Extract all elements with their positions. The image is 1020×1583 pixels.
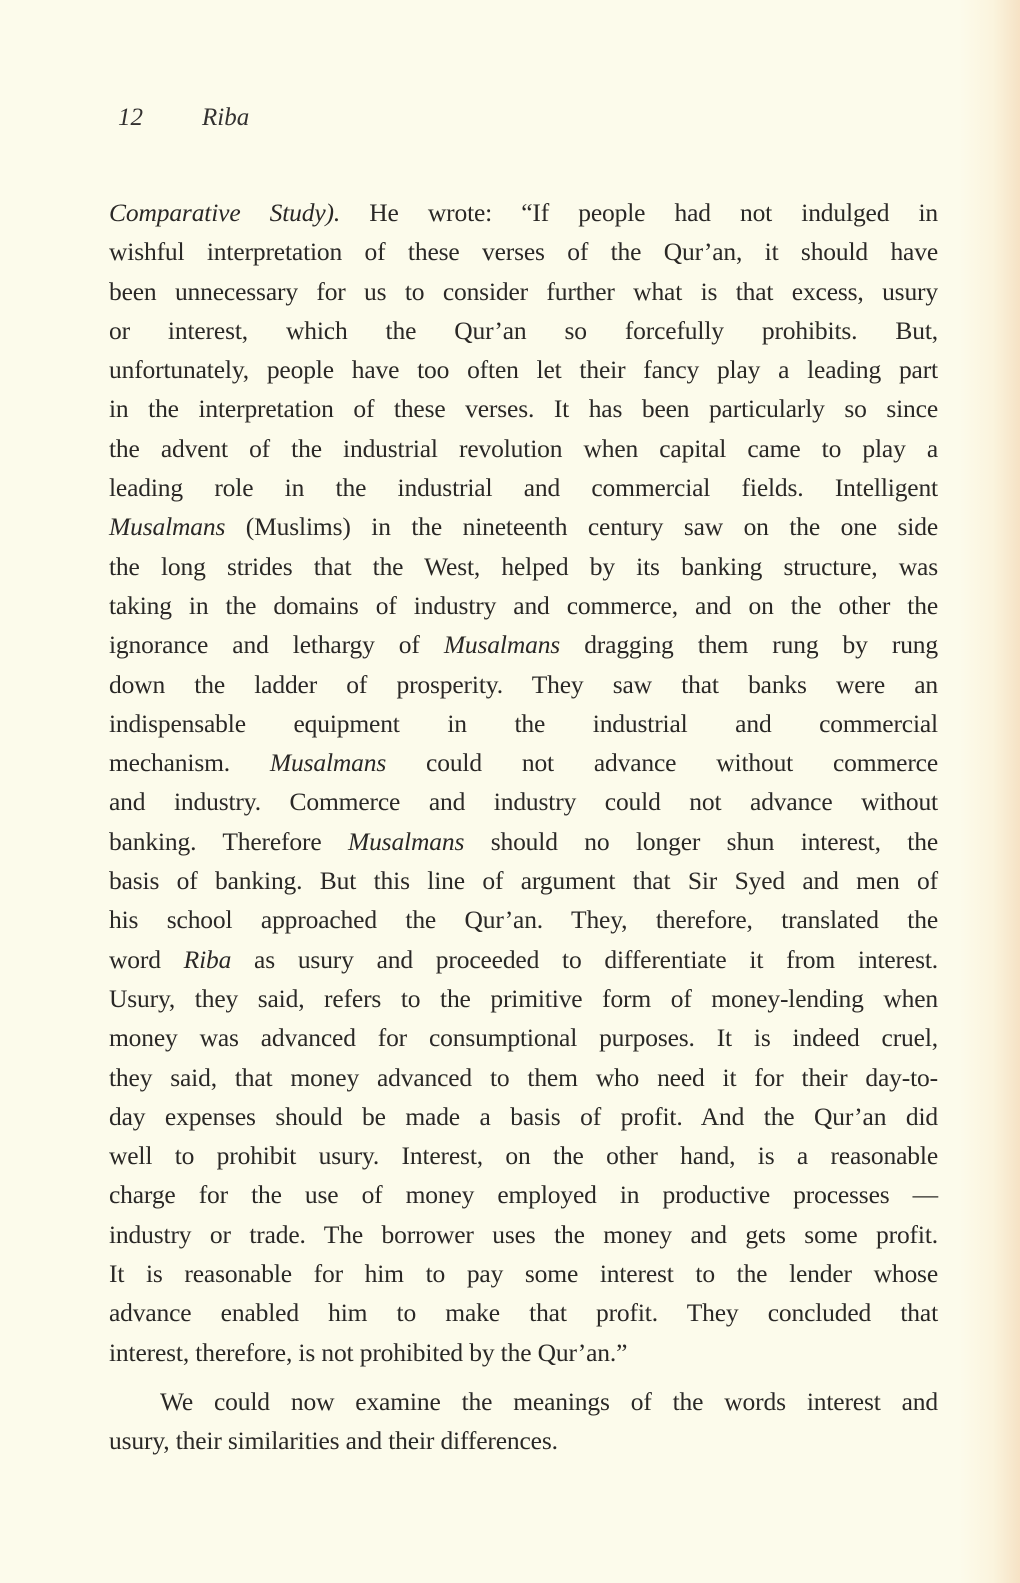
text-run: industry or trade. The borrower uses the money and gets some profit. [109,1219,938,1249]
text-run: unfortunately, people have too often let their fancy play a leading part [109,355,938,385]
text-run: taking in the domains of industry and commerce, and on the other the [109,590,938,620]
paragraph-gap [109,1372,938,1382]
italic-text: Riba [183,944,232,974]
text-line [109,900,938,939]
text-line [109,193,938,232]
text-run: He wrote: “If people had not indulged in [340,198,938,227]
text-line [109,1136,938,1175]
text-run: or interest, which the Qur’an so forcefully prohibits. But, [109,315,938,345]
text-run: and industry. Commerce and industry could not advance without [109,787,938,817]
text-line [109,350,938,389]
text-line [109,507,938,546]
text-line [109,1175,938,1214]
italic-text: Comparative Study). [109,198,341,227]
text-line [109,547,938,586]
text-line [109,940,938,979]
text-run: could not advance without commerce [386,748,938,778]
text-run: in the interpretation of these verses. It has been particularly so since [109,394,938,424]
text-line [109,1254,938,1293]
text-line [109,1097,938,1136]
text-line [109,468,938,507]
text-run: well to prohibit usury. Interest, on the other hand, is a reasonable [109,1141,938,1171]
text-run: mechanism. [109,748,270,778]
text-run: word [109,944,184,974]
text-run: as usury and proceeded to differentiate it from interest. [231,944,938,974]
text-run: (Muslims) in the nineteenth century saw on the one side [225,512,938,542]
text-line [109,429,938,468]
text-run: interest, therefore, is not prohibited by the Qur’an.” [109,1337,628,1367]
text-run: wishful interpretation of these verses of the Qur’an, it should have [109,237,938,267]
text-run: basis of banking. But this line of argument that Sir Syed and men of [109,866,938,896]
running-title: Riba [202,104,250,131]
text-run: We could now examine the meanings of the words interest and [160,1386,938,1416]
text-line [109,311,938,350]
body-text [109,193,938,1461]
italic-text: Musalmans [347,826,465,856]
text-line [109,389,938,428]
text-line [109,1382,938,1421]
text-line [109,743,938,782]
text-run: leading role in the industrial and commercial fields. Intelligent [109,473,938,503]
text-run: It is reasonable for him to pay some interest to the lender whose [109,1259,938,1289]
page-number: 12 [118,104,143,131]
text-line [109,1421,938,1460]
text-line [109,665,938,704]
text-line [109,272,938,311]
italic-text: Musalmans [443,630,561,660]
text-run: indispensable equipment in the industrial and commercial [109,708,938,738]
text-line [109,822,938,861]
text-run: down the ladder of prosperity. They saw that banks were an [109,669,938,699]
text-line [109,1215,938,1254]
running-head [118,104,249,132]
page-edge-shadow [960,0,1020,1583]
text-run: money was advanced for consumptional purposes. It is indeed cruel, [109,1023,938,1053]
text-run: banking. Therefore [109,826,348,856]
text-line [109,586,938,625]
paragraph [109,1382,938,1461]
paragraph [109,193,938,1372]
text-line [109,1293,938,1332]
text-line [109,1333,938,1372]
text-run: usury, their similarities and their differences. [109,1426,558,1456]
text-run: should no longer shun interest, the [464,826,938,856]
text-run: ignorance and lethargy of [109,630,444,660]
text-run: the advent of the industrial revolution when capital came to play a [109,433,938,463]
text-run: been unnecessary for us to consider further what is that excess, usury [109,276,938,306]
text-run: his school approached the Qur’an. They, therefore, translated the [109,905,938,935]
text-run: dragging them rung by rung [560,630,938,660]
text-line [109,1018,938,1057]
text-run: charge for the use of money employed in productive processes — [109,1180,938,1210]
text-line [109,704,938,743]
text-line [109,861,938,900]
text-run: advance enabled him to make that profit. They concluded that [109,1298,938,1328]
italic-text: Musalmans [109,512,226,542]
text-line [109,979,938,1018]
italic-text: Musalmans [269,748,387,778]
text-line [109,625,938,664]
text-line [109,1058,938,1097]
text-run: the long strides that the West, helped by its banking structure, was [109,551,938,581]
text-run: they said, that money advanced to them who need it for their day-to- [109,1062,938,1092]
text-line [109,232,938,271]
text-line [109,782,938,821]
text-run: Usury, they said, refers to the primitive form of money-lending when [109,983,938,1013]
text-run: day expenses should be made a basis of profit. And the Qur’an did [109,1101,938,1131]
